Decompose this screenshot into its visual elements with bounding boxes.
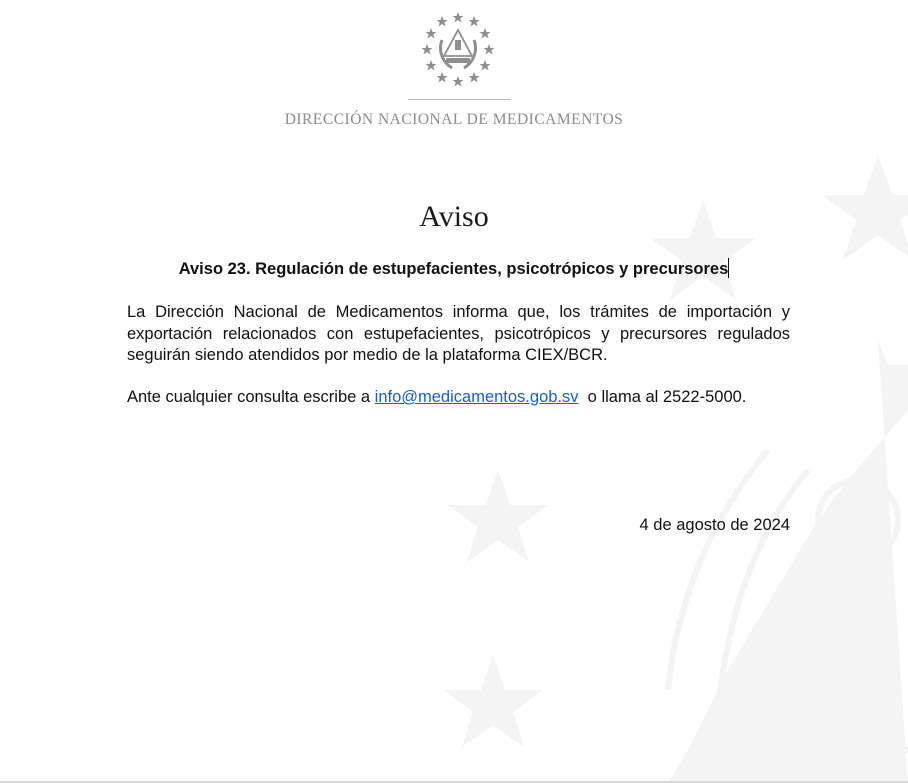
notice-subtitle-text: Aviso 23. Regulación de estupefacientes, psicotrópicos y precursores [178,260,729,278]
letterhead [0,10,908,135]
organization-name: DIRECCIÓN NACIONAL DE MEDICAMENTOS [284,111,624,128]
email-link[interactable]: info@medicamentos.gob.sv [374,388,579,406]
header-divider [408,99,511,100]
text-cursor [728,258,729,278]
contact-text-after: o llama al 2522-5000. [578,388,747,406]
notice-subtitle [0,258,908,279]
notice-paragraph: La Dirección Nacional de Medicamentos informa que, los trámites de importación y exportación relacionados con estupefacientes, psicotrópicos y precursores regulados seguirán siendo atendidos por medio de la plataforma CIEX/BCR. [127,303,790,364]
document-title: Aviso [419,200,489,233]
national-coat-of-arms-icon [418,10,498,90]
coat-of-arms-watermark-icon [388,150,908,783]
notice-date: 4 de agosto de 2024 [639,516,790,534]
contact-text-before: Ante cualquier consulta escribe a [127,388,375,406]
contact-paragraph [127,387,790,409]
